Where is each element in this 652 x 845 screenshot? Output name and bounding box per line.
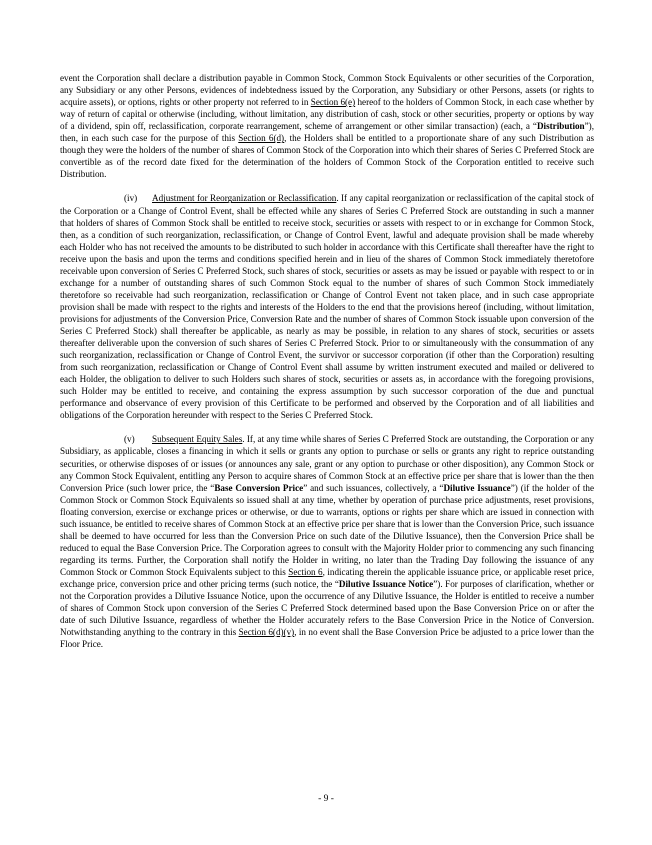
text-run: ”), then, in each such case for the purpose of this bbox=[60, 121, 594, 144]
section-reference: Section 6(e) bbox=[310, 97, 356, 108]
text-run: , in no event shall the Base Conversion Price be adjusted to a price lower than the Floor Price. bbox=[60, 627, 594, 650]
section-reference: Section 6(d)(v) bbox=[238, 627, 295, 638]
clause-number: (v) bbox=[124, 434, 135, 445]
defined-term: Dilutive Issuance bbox=[443, 482, 511, 493]
defined-term: Base Conversion Price bbox=[214, 482, 304, 493]
section-reference: Section 6(d) bbox=[238, 133, 285, 144]
clause-number: (iv) bbox=[124, 193, 138, 204]
clause-heading: Adjustment for Reorganization or Reclassification bbox=[152, 193, 337, 204]
clause-heading: Subsequent Equity Sales bbox=[152, 434, 243, 445]
paragraph-reorganization bbox=[60, 192, 594, 421]
text-run: , indicating therein the applicable issuance price, or applicable reset price, exchange price, conversion price and other pricing terms (such notice, the “ bbox=[60, 566, 594, 589]
text-run: ”) (if the holder of the Common Stock or Common Stock Equivalents so issued shall at any time, whether by operation of purchase price adjustments, reset provisions, floating conversion, exercise or exchange prices or otherwise, or due to warrants, options or rights per share which are issued in connection with such issuance, be entitled to receive shares of Common Stock at an effective price per share that is lower than the Conversion Price, such issuance shall be deemed to have occurred for less than the Conversion Price on such date of the Dilutive Issuance), then the Conversion Price shall be reduced to equal the Base Conversion Price. The Corporation agrees to consult with the Majority Holder prior to commencing any such financing regarding its terms. Further, the Corporation shall notify the Holder in writing, no later than the Trading Day following the issuance of any Common Stock or Common Stock Equivalents subject to this bbox=[60, 482, 594, 577]
text-run: . If, at any time while shares of Series C Preferred Stock are outstanding, the Corporation or any Subsidiary, as applicable, closes a financing in which it sells or grants any option to purchase or sells or grants any right to reprice outstanding securities, or otherwise disposes of or issues (or announces any sale, grant or any option to purchase or other disposition), any Common Stock or any Common Stock Equivalent, entitling any Person to acquire shares of Common Stock at an effective price per share that is lower than the then Conversion Price (such lower price, the “ bbox=[60, 434, 595, 493]
text-run: hereof to the holders of Common Stock, in each case whether by way of return of capital or otherwise (including, without limitation, any distribution of cash, stock or other securities, property or options by way of a dividend, spin off, reclassification, corporate rearrangement, scheme of arrangement or other similar transaction) (each, a “ bbox=[60, 97, 595, 132]
paragraph-distribution bbox=[60, 72, 594, 180]
defined-term: Distribution bbox=[536, 121, 585, 132]
section-reference: Section 6 bbox=[288, 566, 323, 577]
text-run: . If any capital reorganization or reclassification of the capital stock of the Corporation or a Change of Control Event, shall be effected while any shares of Series C Preferred Stock are outstanding in such a manner that holders of shares of Common Stock shall be entitled to receive stock, securities or assets with respect to or in exchange for Common Stock, then, as a condition of such reorganization, reclassification, or Change of Control Event, lawful and adequate provision shall be made whereby each Holder who has not received the amounts to be distributed to such holder in accordance with this Certificate shall thereafter have the right to receive upon the basis and upon the terms and conditions specified herein and in lieu of the shares of Common Stock immediately theretofore receivable upon conversion of Series C Preferred Stock, such shares of stock, securities or assets as may be issued or payable with respect to or in exchange for a number of outstanding shares of such Common Stock equal to the number of shares of such Common Stock immediately theretofore so receivable had such reorganization, reclassification or Change of Control Event not taken place, and in such case appropriate provision shall be made with respect to the rights and interests of the Holders to the end that the provisions hereof (including, without limitation, provisions for adjustments of the Conversion Price, Conversion Rate and the number of shares of Common Stock issuable upon conversion of the Series C Preferred Stock) shall thereafter be applicable, as nearly as may be possible, in relation to any shares of stock, securities or assets thereafter deliverable upon the conversion of such shares of Series C Preferred Stock. Prior to or simultaneously with the consummation of any such reorganization, reclassification or Change of Control Event, the survivor or successor corporation (if other than the Corporation) resulting from such reorganization, reclassification or Change of Control Event shall assume by written instrument executed and mailed or delivered to each Holder, the obligation to deliver to such Holders such shares of stock, securities or assets as, in accordance with the foregoing provisions, such Holder may be entitled to receive, and containing the express assumption by such successor corporation of the due and punctual performance and observance of every provision of this Certificate to be performed and observed by the Corporation and of all liabilities and obligations of the Corporation hereunder with respect to the Series C Preferred Stock. bbox=[60, 193, 594, 421]
text-run: event the Corporation shall declare a distribution payable in Common Stock, Common Stock Equivalents or other securities of the Corporation, any Subsidiary or any other Persons, evidences of indebtedness issued by the Corporation, any Subsidiary or other Persons, assets (or rights to acquire assets), or options, rights or other property not referred to in bbox=[60, 73, 594, 108]
defined-term: Dilutive Issuance Notice bbox=[338, 578, 434, 589]
text-run: ” and such issuances, collectively, a “ bbox=[303, 482, 444, 493]
document-body bbox=[60, 72, 594, 662]
paragraph-subsequent-equity-sales bbox=[60, 433, 594, 650]
page-number: - 9 - bbox=[318, 794, 334, 804]
text-run: ”). For purposes of clarification, whether or not the Corporation provides a Dilutive Issuance Notice, upon the occurrence of any Dilutive Issuance, the Holder is entitled to receive a number of shares of Common Stock upon conversion of the Series C Preferred Stock determined based upon the Base Conversion Price on or after the date of such Dilutive Issuance, regardless of whether the Holder accurately refers to the Base Conversion Price in the Notice of Conversion. Notwithstanding anything to the contrary in this bbox=[60, 578, 594, 638]
text-run: , the Holders shall be entitled to a proportionate share of any such Distribution as though they were the holders of the number of shares of Common Stock of the Corporation into which their shares of Series C Preferred Stock are convertible as of the record date fixed for the determination of the holders of Common Stock of the Corporation entitled to receive such Distribution. bbox=[60, 133, 594, 180]
